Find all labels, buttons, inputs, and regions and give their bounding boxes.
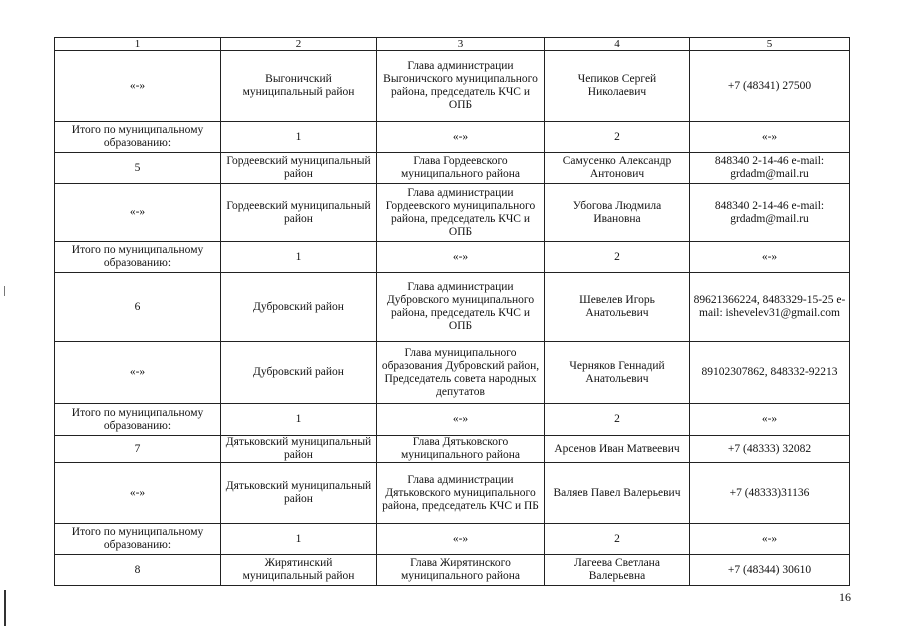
contact-cell: +7 (48341) 27500	[690, 51, 850, 122]
contact-cell: +7 (48333) 32082	[690, 436, 850, 463]
person-cell: Арсенов Иван Матвеевич	[545, 436, 690, 463]
district-cell: Гордеевский муниципальный район	[221, 153, 377, 184]
subtotal-person-count: 2	[545, 242, 690, 273]
column-number-5: 5	[690, 38, 850, 51]
table-row	[55, 153, 850, 184]
row-number-cell: 5	[55, 153, 221, 184]
person-cell: Убогова Людмила Ивановна	[545, 184, 690, 242]
contact-cell: +7 (48344) 30610	[690, 555, 850, 586]
subtotal-row	[55, 122, 850, 153]
district-cell: Дятьковский муниципальный район	[221, 463, 377, 524]
subtotal-contact-cell: «-»	[690, 242, 850, 273]
column-number-3: 3	[377, 38, 545, 51]
position-cell: Глава администрации Гордеевского муниципального района, председатель КЧС и ОПБ	[377, 184, 545, 242]
position-cell: Глава Дятьковского муниципального района	[377, 436, 545, 463]
column-number-2: 2	[221, 38, 377, 51]
district-cell: Дятьковский муниципальный район	[221, 436, 377, 463]
subtotal-person-count: 2	[545, 122, 690, 153]
district-cell: Жирятинский муниципальный район	[221, 555, 377, 586]
subtotal-person-count: 2	[545, 524, 690, 555]
subtotal-contact-cell: «-»	[690, 122, 850, 153]
column-number-1: 1	[55, 38, 221, 51]
column-number-4: 4	[545, 38, 690, 51]
subtotal-district-count: 1	[221, 242, 377, 273]
row-number-cell: «-»	[55, 342, 221, 404]
person-cell: Черняков Геннадий Анатольевич	[545, 342, 690, 404]
position-cell: Глава администрации Дубровского муниципального района, председатель КЧС и ОПБ	[377, 273, 545, 342]
table-header-row	[55, 38, 850, 51]
subtotal-district-count: 1	[221, 524, 377, 555]
position-cell: Глава администрации Выгоничского муниципального района, председатель КЧС и ОПБ	[377, 51, 545, 122]
subtotal-person-count: 2	[545, 404, 690, 436]
subtotal-row	[55, 242, 850, 273]
table-row	[55, 184, 850, 242]
subtotal-position-cell: «-»	[377, 122, 545, 153]
subtotal-row	[55, 524, 850, 555]
page-number: 16	[839, 590, 851, 604]
table-row	[55, 436, 850, 463]
table-row	[55, 51, 850, 122]
contact-cell: 89621366224, 8483329-15-25 e-mail: ishevelev31@gmail.com	[690, 273, 850, 342]
contact-cell: 848340 2-14-46 e-mail: grdadm@mail.ru	[690, 184, 850, 242]
district-cell: Дубровский район	[221, 273, 377, 342]
position-cell: Глава Жирятинского муниципального района	[377, 555, 545, 586]
subtotal-position-cell: «-»	[377, 242, 545, 273]
contacts-table	[54, 37, 850, 586]
subtotal-district-count: 1	[221, 404, 377, 436]
person-cell: Лагеева Светлана Валерьевна	[545, 555, 690, 586]
position-cell: Глава муниципального образования Дубровский район, Председатель совета народных депутатов	[377, 342, 545, 404]
row-number-cell: 8	[55, 555, 221, 586]
contact-cell: 848340 2-14-46 e-mail: grdadm@mail.ru	[690, 153, 850, 184]
person-cell: Шевелев Игорь Анатольевич	[545, 273, 690, 342]
row-number-cell: «-»	[55, 184, 221, 242]
subtotal-row	[55, 404, 850, 436]
table-row	[55, 555, 850, 586]
subtotal-label-cell: Итого по муниципальному образованию:	[55, 404, 221, 436]
position-cell: Глава Гордеевского муниципального района	[377, 153, 545, 184]
scan-margin-bar	[4, 590, 6, 626]
scan-margin-mark	[4, 286, 5, 296]
contact-cell: +7 (48333)31136	[690, 463, 850, 524]
subtotal-position-cell: «-»	[377, 524, 545, 555]
table-row	[55, 342, 850, 404]
table-row	[55, 463, 850, 524]
contact-cell: 89102307862, 848332-92213	[690, 342, 850, 404]
person-cell: Самусенко Александр Антонович	[545, 153, 690, 184]
subtotal-position-cell: «-»	[377, 404, 545, 436]
subtotal-district-count: 1	[221, 122, 377, 153]
subtotal-contact-cell: «-»	[690, 404, 850, 436]
subtotal-label-cell: Итого по муниципальному образованию:	[55, 122, 221, 153]
table-row	[55, 273, 850, 342]
row-number-cell: «-»	[55, 463, 221, 524]
subtotal-label-cell: Итого по муниципальному образованию:	[55, 524, 221, 555]
row-number-cell: 7	[55, 436, 221, 463]
district-cell: Выгоничский муниципальный район	[221, 51, 377, 122]
subtotal-contact-cell: «-»	[690, 524, 850, 555]
district-cell: Дубровский район	[221, 342, 377, 404]
district-cell: Гордеевский муниципальный район	[221, 184, 377, 242]
subtotal-label-cell: Итого по муниципальному образованию:	[55, 242, 221, 273]
row-number-cell: 6	[55, 273, 221, 342]
person-cell: Чепиков Сергей Николаевич	[545, 51, 690, 122]
row-number-cell: «-»	[55, 51, 221, 122]
position-cell: Глава администрации Дятьковского муниципального района, председатель КЧС и ПБ	[377, 463, 545, 524]
person-cell: Валяев Павел Валерьевич	[545, 463, 690, 524]
